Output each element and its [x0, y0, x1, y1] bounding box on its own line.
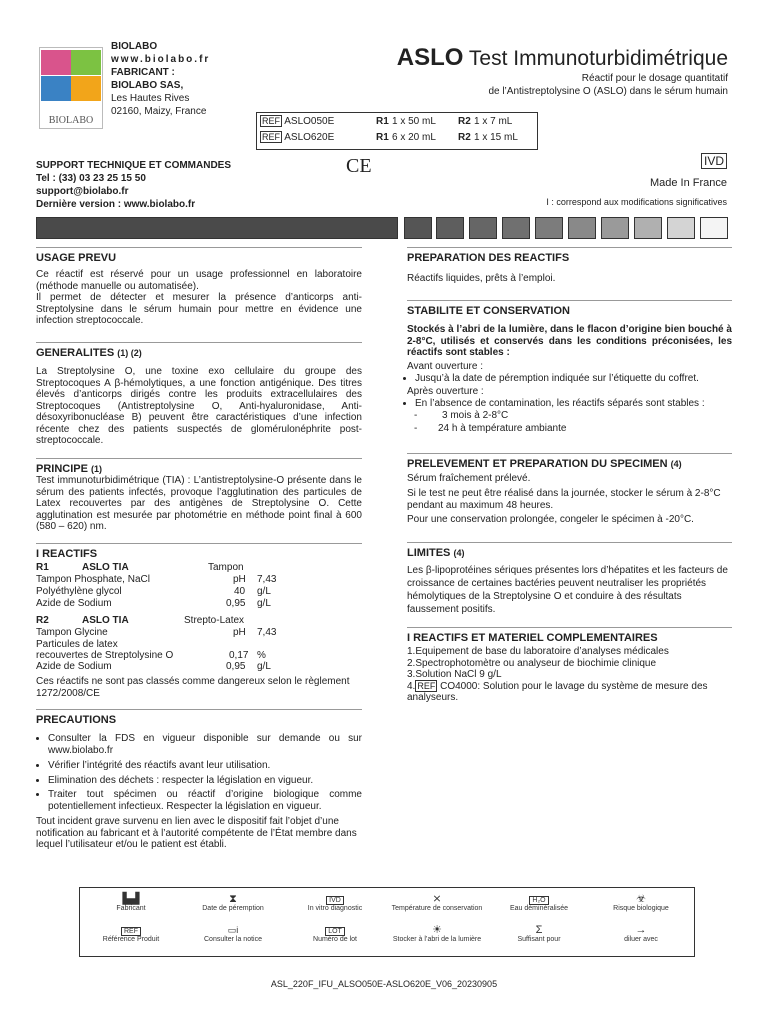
r2-label: R2 — [458, 132, 471, 143]
ivd-badge: IVD — [701, 153, 727, 169]
symbol-label: Numéro de lot — [313, 936, 357, 943]
logo-blue-quadrant — [41, 76, 71, 101]
lot-icon — [284, 924, 386, 943]
principe-heading — [36, 458, 362, 475]
generalites-heading — [36, 342, 362, 359]
support-version: Dernière version : www.biolabo.fr — [36, 199, 196, 210]
stabilite-duration-1: 3 mois à 2-8°C — [442, 410, 509, 421]
modification-note: I : correspond aux modifications significatives — [546, 197, 727, 207]
symbol-label: Consulter la notice — [204, 936, 262, 943]
prelevement-title: PRELEVEMENT ET PREPARATION DU SPECIMEN — [407, 458, 668, 470]
logo-green-quadrant — [71, 50, 101, 75]
stabilite-before-item: • Jusqu’à la date de péremption indiquée sur l’étiquette du coffret. — [415, 373, 732, 385]
bar-segment — [700, 217, 728, 239]
principe-text: Test immunoturbidimétrique (TIA) : L’antistreptolysine-O présente dans le sérum des patients infectés, provoque l’agglutination des particules de Latex recouvertes par des antigènes de Streptolysine O. Cette agglutination est mesurée par photométrie en méthode point final à 600 (580 – 620) nm. — [36, 475, 362, 532]
precaution-item: • Traiter tout spécimen ou réactif d’origine biologique comme potentiellement infectieux. Respecter la législation en vigueur. — [48, 789, 362, 812]
address-line1: Les Hautes Rives — [111, 93, 190, 104]
generalites-title: GENERALITES — [36, 347, 115, 359]
limites-text: Les β-lipoprotéines sériques présentes lors d’hépatites et les facteurs de croissance de certaines bactéries peuvent neutraliser les propriétés hémolytiques de la Streptolysine O et conduire à des résultats faussement positifs. — [407, 565, 728, 615]
symbol-glyph: → — [635, 924, 647, 936]
precaution-item: • Elimination des déchets : respecter la législation en vigueur. — [48, 775, 362, 787]
r1-label: R1 — [376, 132, 389, 143]
symbol-label: Stocker à l’abri de la lumière — [392, 936, 482, 943]
symbol-label: diluer avec — [624, 936, 658, 943]
symbol-glyph: ⧗ — [229, 893, 237, 905]
stabilite-before: Avant ouverture : — [407, 361, 483, 372]
bar-segment — [667, 217, 695, 239]
precautions-list — [36, 733, 362, 812]
materiel-list — [407, 646, 732, 704]
symbol-label: Suffisant pour — [517, 936, 561, 943]
materiel-heading: I REACTIFS ET MATERIEL COMPLEMENTAIRES — [407, 627, 732, 644]
ref-tag: REF — [262, 116, 280, 126]
reference-table — [256, 112, 538, 150]
preparation-text: Réactifs liquides, prêts à l’emploi. — [407, 273, 556, 284]
ivd-icon — [284, 893, 386, 912]
logo-orange-quadrant — [71, 76, 101, 101]
usage-line1: Ce réactif est réservé pour un usage professionnel en laboratoire (méthode manuelle ou automatisée). — [36, 269, 362, 292]
symbol-glyph: H₂O — [529, 896, 548, 905]
ref-icon — [80, 924, 182, 943]
prelevement-line3: Pour une conservation prolongée, congeler le spécimen à -20°C. — [407, 514, 694, 525]
symbol-label: Référence Produit — [102, 936, 160, 943]
fabricant-name: BIOLABO SAS, — [111, 80, 184, 91]
bar-segment — [535, 217, 563, 239]
symbol-label: Risque biologique — [613, 905, 669, 912]
materiel-item: 2.Spectrophotomètre ou analyseur de biochimie clinique — [407, 657, 657, 669]
preparation-heading: PREPARATION DES REACTIFS — [407, 247, 732, 264]
stabilite-before-list — [407, 373, 732, 385]
r1-row-unit: 7,43 — [257, 574, 277, 585]
r2-row-val: 0,17 — [229, 650, 249, 661]
limites-title: LIMITES — [407, 547, 451, 559]
symbol-label: Fabricant — [116, 905, 146, 912]
r1-volume: 6 x 20 mL — [392, 132, 436, 143]
symbol-label: Température de conservation — [391, 905, 483, 912]
ref-tag: REF — [417, 680, 436, 691]
symbol-label: Date de péremption — [202, 905, 264, 912]
document-footer: ASL_220F_IFU_ALSO050E-ASLO620E_V06_20230905 — [270, 979, 498, 989]
stab-dash: - — [414, 410, 418, 421]
r1-row-name: Tampon Phosphate, NaCl — [36, 574, 150, 585]
principe-title: PRINCIPE — [36, 463, 88, 475]
stabilite-after-item: • En l’absence de contamination, les réactifs séparés sont stables : — [415, 398, 732, 410]
r2-label: R2 — [458, 116, 471, 127]
r2-row-val: pH — [233, 627, 246, 638]
title-rest: Test Immunoturbidimétrique — [468, 47, 728, 70]
bar-segment — [568, 217, 596, 239]
r1-type: Tampon — [208, 562, 244, 573]
materiel-item — [407, 681, 732, 704]
r1-row-unit: g/L — [257, 586, 271, 597]
stabilite-after: Après ouverture : — [407, 386, 484, 397]
symbol-glyph: LOT — [325, 927, 345, 936]
symbol-glyph: REF — [121, 927, 141, 936]
generalites-ref: (1) (2) — [117, 348, 142, 358]
prelevement-heading — [407, 453, 732, 470]
r2-row-name: recouvertes de Streptolysine O — [36, 650, 174, 661]
logo-pink-quadrant — [41, 50, 71, 75]
precautions-note: Tout incident grave survenu en lien avec le dispositif fait l’objet d’une notification au fabricant et à l’autorité compétente de l’État membre dans lequel l’utilisateur et/ou le patient est établi. — [36, 816, 357, 850]
symbol-label: Eau déminéralisée — [510, 905, 568, 912]
r1-label: R1 — [376, 116, 389, 127]
factory-icon — [80, 893, 182, 912]
precaution-item: • Vérifier l’intégrité des réactifs avant leur utilisation. — [48, 760, 362, 772]
ce-mark: CE — [346, 155, 372, 177]
bar-segment — [502, 217, 530, 239]
arrow-icon — [590, 924, 692, 943]
r2-row-unit: 7,43 — [257, 627, 277, 638]
r1-row-name: Polyéthylène glycol — [36, 586, 122, 597]
r1-row-val: 0,95 — [226, 598, 246, 609]
stab-dash: - — [414, 423, 418, 434]
stabilite-heading: STABILITE ET CONSERVATION — [407, 300, 732, 317]
usage-heading: USAGE PREVU — [36, 247, 362, 264]
bar-segment — [601, 217, 629, 239]
thermometer-icon — [386, 893, 488, 912]
reactifs-note: Ces réactifs ne sont pas classés comme dangereux selon le règlement 1272/2008/CE — [36, 676, 350, 699]
r1-row-val: 40 — [234, 586, 246, 597]
usage-line2: Il permet de détecter et mesurer la présence d’anticorps anti-Streptolysine dans le sérum humain pour mettre en évidence une infection streptococcale. — [36, 292, 362, 326]
materiel-item-number: 4. — [407, 680, 416, 692]
subtitle-line1: Réactif pour le dosage quantitatif — [581, 73, 728, 84]
stabilite-after-list — [407, 398, 732, 410]
stabilite-duration-2: 24 h à température ambiante — [438, 423, 567, 434]
r2-row-name: Azide de Sodium — [36, 661, 112, 672]
generalites-text: La Streptolysine O, une toxine exo cellulaire du groupe des Streptocoques A β-hémolytiques, a une fonction antigénique. Des titres élevés d’anticorps dirigés contre les produits extracellulaires des Streptocoques (Antistreptolysine O, Anti-hyaluronidase, Anti-désoxyribonucléase B) peuvent être caractéristiques d’une infection récente chez des patients suspectés de glomérulonéphrite post-streptococcale. — [36, 366, 362, 446]
symbol-glyph: ☣ — [636, 893, 646, 905]
r1-label: R1 — [36, 562, 49, 573]
book-icon: ▭i Consulter la notice — [204, 925, 262, 943]
company-website: www.biolabo.fr — [111, 54, 211, 65]
prelevement-line2: Si le test ne peut être réalisé dans la journée, stocker le sérum à 2-8°C pendant au maximum 48 heures. — [407, 488, 721, 511]
r1-row-name: Azide de Sodium — [36, 598, 112, 609]
r1-row-val: pH — [233, 574, 246, 585]
symbol-legend — [79, 887, 695, 957]
hourglass-icon — [182, 893, 284, 912]
company-name: BIOLABO — [111, 41, 158, 52]
symbol-glyph: IVD — [326, 896, 344, 905]
ref-code: ASLO050E — [284, 116, 335, 127]
support-tel: Tel : (33) 03 23 25 15 50 — [36, 173, 146, 184]
support-block — [36, 159, 231, 211]
materiel-item: 1.Equipement de base du laboratoire d’analyses médicales — [407, 646, 669, 657]
ref-row — [260, 132, 518, 146]
subtitle-line2: de l’Antistreptolysine O (ASLO) dans le sérum humain — [488, 86, 728, 97]
stabilite-bold: Stockés à l’abri de la lumière, dans le flacon d’origine bien bouché à 2-8°C, utilisés et conservés dans les conditions préconisées, les réactifs sont stables : — [407, 324, 732, 358]
r2-type: Strepto-Latex — [184, 615, 245, 626]
biolabo-logo — [39, 47, 103, 129]
materiel-item-text: CO4000: Solution pour le lavage du système de mesure des analyseurs. — [407, 680, 708, 703]
reactifs-heading: I REACTIFS — [36, 543, 362, 560]
r2-row-unit: % — [257, 650, 266, 661]
support-email: support@biolabo.fr — [36, 186, 129, 197]
symbol-glyph: ⨯ — [432, 893, 442, 905]
limites-ref: (4) — [453, 548, 465, 558]
fabricant-label: FABRICANT : — [111, 67, 175, 78]
symbol-label: In vitro diagnostic — [307, 905, 363, 912]
r2-row-name: Particules de latex — [36, 639, 118, 650]
document-subtitle — [488, 72, 728, 98]
prelevement-line1: Sérum fraîchement prélevé. — [407, 473, 531, 484]
r2-label: R2 — [36, 615, 49, 626]
bar-segment — [469, 217, 497, 239]
precaution-item: • Consulter la FDS en vigueur disponible sur demande ou sur www.biolabo.fr — [48, 733, 362, 756]
tests-icon — [488, 924, 590, 943]
r2-row-unit: g/L — [257, 661, 271, 672]
ref-tag: REF — [262, 132, 280, 142]
bar-segment — [436, 217, 464, 239]
bar-segment — [634, 217, 662, 239]
sun-icon — [386, 924, 488, 943]
ref-row — [260, 116, 513, 130]
bar-segment — [404, 217, 432, 239]
symbol-glyph: ☀ — [432, 924, 442, 936]
address-line2: 02160, Maizy, France — [111, 106, 207, 117]
gradient-bar — [36, 217, 732, 239]
logo-text: BIOLABO — [48, 115, 94, 126]
document-title — [397, 44, 728, 72]
ref-code: ASLO620E — [284, 132, 335, 143]
usage-text — [36, 269, 362, 327]
r1-name: ASLO TIA — [82, 562, 129, 573]
limites-heading — [407, 542, 732, 559]
biohazard-icon — [590, 893, 692, 912]
r2-volume: 1 x 7 mL — [474, 116, 513, 127]
title-bold: ASLO — [396, 44, 464, 71]
r1-row-unit: g/L — [257, 598, 271, 609]
precautions-heading: PRECAUTIONS — [36, 709, 362, 726]
r2-row-name: Tampon Glycine — [36, 627, 108, 638]
r2-row-val: 0,95 — [226, 661, 246, 672]
symbol-glyph: Σ — [535, 924, 543, 936]
bar-segment — [36, 217, 398, 239]
principe-ref: (1) — [91, 464, 103, 474]
symbol-glyph: ▙▟ — [122, 893, 140, 905]
company-block — [111, 40, 210, 118]
r2-volume: 1 x 15 mL — [474, 132, 518, 143]
r2-name: ASLO TIA — [82, 615, 129, 626]
materiel-item: 3.Solution NaCl 9 g/L — [407, 669, 502, 680]
support-title: SUPPORT TECHNIQUE ET COMMANDES — [36, 160, 232, 171]
prelevement-ref: (4) — [670, 459, 682, 469]
water-icon — [488, 893, 590, 912]
made-in-france: Made In France — [649, 177, 727, 189]
r1-volume: 1 x 50 mL — [392, 116, 436, 127]
